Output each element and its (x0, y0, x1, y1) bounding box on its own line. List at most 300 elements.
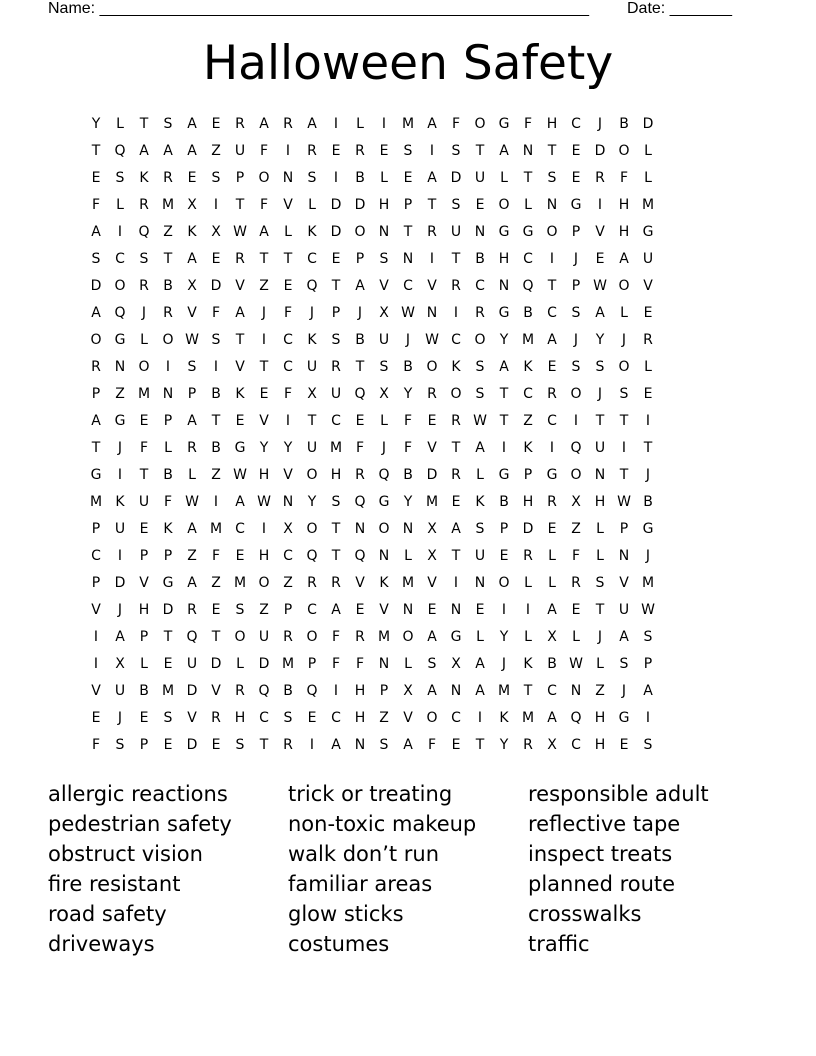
grid-letter: T (331, 278, 341, 294)
grid-letter: L (644, 143, 652, 159)
grid-letter: A (235, 494, 245, 510)
grid-letter: O (546, 224, 558, 240)
grid-letter: U (186, 656, 198, 672)
grid-letter: I (429, 251, 435, 267)
grid-letter: P (499, 521, 509, 537)
grid-letter: H (354, 710, 366, 726)
word-list-item: planned route (528, 872, 676, 896)
grid-letter: L (596, 521, 604, 537)
grid-letter: Q (522, 278, 534, 294)
grid-letter: E (235, 413, 245, 429)
grid-letter: P (571, 278, 581, 294)
grid-letter: X (379, 386, 389, 402)
grid-letter: X (403, 683, 413, 699)
grid-letter: E (163, 656, 173, 672)
grid-letter: L (356, 116, 364, 132)
grid-letter: Z (523, 413, 533, 429)
grid-letter: P (331, 305, 341, 321)
grid-letter: J (261, 305, 267, 321)
grid-letter: E (139, 521, 149, 537)
grid-letter: X (547, 629, 557, 645)
grid-letter: T (547, 143, 557, 159)
grid-letter: T (475, 143, 485, 159)
grid-letter: Z (211, 143, 221, 159)
grid-letter: O (306, 629, 318, 645)
grid-letter: N (474, 224, 486, 240)
grid-letter: R (163, 305, 173, 321)
grid-row (84, 678, 732, 705)
grid-letter: M (89, 494, 103, 510)
grid-letter: A (619, 629, 629, 645)
grid-letter: L (188, 467, 196, 483)
grid-letter: A (331, 737, 341, 753)
grid-letter: J (597, 629, 603, 645)
grid-letter: T (307, 413, 317, 429)
grid-letter: N (378, 548, 390, 564)
grid-letter: T (451, 251, 461, 267)
grid-letter: P (355, 251, 365, 267)
grid-letter: Q (114, 305, 126, 321)
word-list-item: traffic (528, 932, 590, 956)
grid-letter: E (643, 305, 653, 321)
grid-letter: C (283, 332, 293, 348)
grid-letter: N (498, 278, 510, 294)
grid-letter: B (163, 278, 173, 294)
word-list-item: glow sticks (288, 902, 404, 926)
grid-letter: I (285, 143, 291, 159)
grid-letter: P (403, 197, 413, 213)
grid-letter: H (522, 494, 534, 510)
grid-letter: R (139, 278, 149, 294)
grid-letter: U (378, 332, 390, 348)
grid-letter: H (618, 224, 630, 240)
grid-letter: K (235, 386, 245, 402)
grid-letter: O (402, 629, 414, 645)
grid-letter: M (209, 521, 223, 537)
grid-letter: K (307, 332, 317, 348)
grid-letter: S (163, 116, 173, 132)
grid-letter: X (115, 656, 125, 672)
grid-row (84, 111, 732, 138)
grid-letter: L (524, 629, 532, 645)
grid-letter: F (355, 656, 365, 672)
grid-letter: V (139, 575, 149, 591)
grid-letter: L (164, 440, 172, 456)
grid-letter: V (643, 278, 653, 294)
grid-letter: X (571, 494, 581, 510)
grid-letter: I (165, 359, 171, 375)
grid-letter: E (619, 737, 629, 753)
grid-letter: V (283, 467, 293, 483)
grid-letter: O (426, 710, 438, 726)
grid-letter: O (618, 278, 630, 294)
grid-letter: R (451, 413, 461, 429)
grid-letter: A (115, 629, 125, 645)
grid-letter: L (524, 197, 532, 213)
grid-letter: V (355, 575, 365, 591)
grid-letter: K (307, 224, 317, 240)
grid-letter: Q (570, 710, 582, 726)
grid-letter: S (595, 359, 605, 375)
grid-letter: Y (499, 737, 509, 753)
grid-letter: R (547, 494, 557, 510)
grid-letter: P (91, 575, 101, 591)
grid-letter: R (187, 440, 197, 456)
grid-letter: Q (570, 440, 582, 456)
grid-letter: T (523, 170, 533, 186)
grid-letter: R (427, 224, 437, 240)
grid-letter: O (474, 332, 486, 348)
grid-letter: L (548, 548, 556, 564)
grid-letter: X (307, 386, 317, 402)
grid-letter: A (619, 251, 629, 267)
grid-letter: X (283, 521, 293, 537)
grid-letter: F (259, 143, 269, 159)
grid-letter: A (91, 413, 101, 429)
grid-letter: T (139, 467, 149, 483)
grid-letter: O (498, 575, 510, 591)
grid-letter: O (138, 359, 150, 375)
grid-letter: R (427, 386, 437, 402)
grid-letter: N (402, 251, 414, 267)
grid-letter: M (377, 629, 391, 645)
grid-letter: X (547, 737, 557, 753)
grid-letter: F (331, 656, 341, 672)
grid-letter: U (138, 494, 150, 510)
grid-letter: S (211, 170, 221, 186)
grid-letter: T (91, 143, 101, 159)
grid-letter: V (427, 440, 437, 456)
grid-letter: I (213, 359, 219, 375)
grid-letter: R (307, 575, 317, 591)
grid-letter: E (643, 386, 653, 402)
grid-letter: S (115, 170, 125, 186)
grid-row (84, 732, 732, 759)
grid-letter: H (138, 602, 150, 618)
grid-letter: L (476, 467, 484, 483)
grid-letter: F (619, 170, 629, 186)
word-list-item: inspect treats (528, 842, 673, 866)
grid-letter: C (571, 116, 581, 132)
grid-letter: U (234, 143, 246, 159)
grid-letter: B (619, 116, 629, 132)
grid-letter: U (594, 440, 606, 456)
grid-letter: S (427, 656, 437, 672)
grid-letter: O (378, 521, 390, 537)
grid-letter: E (211, 251, 221, 267)
grid-letter: R (355, 629, 365, 645)
grid-letter: A (163, 143, 173, 159)
grid-letter: J (597, 116, 603, 132)
grid-letter: W (425, 332, 439, 348)
grid-letter: I (525, 602, 531, 618)
grid-letter: W (233, 224, 247, 240)
grid-letter: I (429, 143, 435, 159)
grid-letter: J (621, 332, 627, 348)
grid-letter: L (476, 629, 484, 645)
grid-letter: P (619, 521, 629, 537)
grid-letter: Q (258, 683, 270, 699)
grid-letter: T (235, 197, 245, 213)
grid-letter: R (523, 548, 533, 564)
grid-row (84, 624, 732, 651)
grid-letter: V (427, 575, 437, 591)
grid-letter: S (235, 602, 245, 618)
grid-letter: D (330, 197, 342, 213)
grid-letter: A (259, 224, 269, 240)
grid-letter: D (186, 737, 198, 753)
grid-letter: V (187, 305, 197, 321)
grid-letter: T (235, 332, 245, 348)
grid-letter: J (621, 683, 627, 699)
grid-letter: A (547, 332, 557, 348)
grid-letter: L (404, 656, 412, 672)
grid-letter: R (187, 602, 197, 618)
grid-letter: R (331, 359, 341, 375)
grid-letter: O (618, 143, 630, 159)
grid-letter: B (643, 494, 653, 510)
grid-letter: A (187, 413, 197, 429)
grid-letter: E (571, 170, 581, 186)
grid-letter: B (547, 656, 557, 672)
grid-letter: W (641, 602, 655, 618)
grid-row (84, 273, 732, 300)
grid-letter: A (547, 602, 557, 618)
grid-letter: P (91, 386, 101, 402)
grid-letter: W (401, 305, 415, 321)
grid-letter: C (283, 359, 293, 375)
grid-letter: N (282, 494, 294, 510)
grid-letter: Y (595, 332, 605, 348)
grid-letter: N (522, 143, 534, 159)
grid-letter: F (211, 548, 221, 564)
grid-letter: H (378, 197, 390, 213)
grid-letter: N (450, 602, 462, 618)
grid-letter: Q (138, 224, 150, 240)
grid-row (84, 516, 732, 543)
grid-letter: R (235, 251, 245, 267)
grid-letter: F (283, 386, 293, 402)
grid-letter: A (475, 683, 485, 699)
page-title: Halloween Safety (202, 36, 614, 91)
word-list-item: reflective tape (528, 812, 681, 836)
grid-row (84, 300, 732, 327)
grid-letter: B (139, 683, 149, 699)
grid-letter: B (355, 332, 365, 348)
grid-letter: K (379, 575, 389, 591)
grid-letter: J (405, 332, 411, 348)
grid-letter: U (306, 440, 318, 456)
grid-letter: X (451, 656, 461, 672)
grid-letter: E (451, 737, 461, 753)
grid-letter: C (91, 548, 101, 564)
grid-letter: N (378, 656, 390, 672)
grid-letter: G (90, 467, 102, 483)
grid-letter: Y (403, 494, 413, 510)
grid-letter: N (354, 521, 366, 537)
grid-letter: S (475, 359, 485, 375)
grid-letter: V (619, 575, 629, 591)
grid-letter: B (211, 440, 221, 456)
grid-letter: U (114, 521, 126, 537)
grid-letter: J (501, 656, 507, 672)
grid-letter: L (140, 656, 148, 672)
grid-letter: F (139, 440, 149, 456)
grid-letter: F (427, 737, 437, 753)
grid-letter: G (546, 467, 558, 483)
grid-letter: U (474, 548, 486, 564)
grid-letter: T (547, 278, 557, 294)
grid-letter: A (187, 521, 197, 537)
grid-letter: V (187, 710, 197, 726)
grid-letter: G (234, 440, 246, 456)
grid-letter: Q (354, 548, 366, 564)
grid-row (84, 597, 732, 624)
grid-letter: R (451, 467, 461, 483)
grid-letter: N (570, 683, 582, 699)
grid-row (84, 408, 732, 435)
grid-letter: C (475, 278, 485, 294)
grid-letter: I (549, 440, 555, 456)
grid-letter: Q (378, 467, 390, 483)
grid-row (84, 705, 732, 732)
grid-letter: Q (306, 278, 318, 294)
grid-letter: J (117, 440, 123, 456)
grid-letter: H (618, 197, 630, 213)
grid-letter: K (475, 494, 485, 510)
grid-letter: R (331, 575, 341, 591)
grid-letter: N (162, 386, 174, 402)
grid-letter: T (451, 548, 461, 564)
grid-row (84, 489, 732, 516)
grid-letter: E (331, 251, 341, 267)
grid-letter: A (91, 224, 101, 240)
grid-letter: I (645, 710, 651, 726)
grid-letter: I (93, 656, 99, 672)
grid-letter: S (571, 305, 581, 321)
grid-letter: S (475, 386, 485, 402)
grid-letter: V (259, 413, 269, 429)
grid-letter: Y (403, 386, 413, 402)
grid-letter: Q (354, 386, 366, 402)
grid-letter: X (211, 224, 221, 240)
grid-letter: O (306, 521, 318, 537)
grid-letter: S (163, 710, 173, 726)
grid-letter: Q (306, 683, 318, 699)
grid-letter: S (115, 737, 125, 753)
grid-letter: E (331, 143, 341, 159)
grid-letter: E (187, 170, 197, 186)
grid-letter: X (427, 521, 437, 537)
grid-letter: H (594, 494, 606, 510)
grid-letter: N (114, 359, 126, 375)
grid-letter: A (355, 278, 365, 294)
grid-letter: Z (259, 278, 269, 294)
grid-letter: Q (354, 494, 366, 510)
grid-letter: H (594, 710, 606, 726)
grid-letter: D (114, 575, 126, 591)
grid-letter: O (570, 467, 582, 483)
grid-letter: Q (306, 548, 318, 564)
grid-row (84, 192, 732, 219)
word-list-item: familiar areas (288, 872, 433, 896)
grid-letter: Y (259, 440, 269, 456)
grid-letter: N (618, 548, 630, 564)
word-list-item: road safety (48, 902, 167, 926)
grid-letter: R (355, 143, 365, 159)
grid-letter: L (284, 224, 292, 240)
grid-letter: A (331, 602, 341, 618)
grid-letter: S (379, 737, 389, 753)
grid-letter: L (380, 413, 388, 429)
grid-letter: O (114, 278, 126, 294)
grid-letter: P (643, 656, 653, 672)
grid-letter: M (329, 440, 343, 456)
grid-letter: D (90, 278, 102, 294)
grid-letter: L (380, 170, 388, 186)
grid-letter: L (236, 656, 244, 672)
grid-letter: H (354, 683, 366, 699)
grid-letter: G (522, 224, 534, 240)
grid-letter: F (259, 197, 269, 213)
grid-letter: T (499, 413, 509, 429)
grid-letter: M (641, 197, 655, 213)
grid-letter: A (499, 359, 509, 375)
grid-letter: E (379, 143, 389, 159)
grid-letter: F (283, 305, 293, 321)
word-list-item: trick or treating (288, 782, 453, 806)
word-list-item: non-toxic makeup (288, 812, 477, 836)
grid-letter: N (282, 170, 294, 186)
letter-grid (84, 111, 732, 759)
grid-letter: I (261, 521, 267, 537)
grid-letter: N (402, 521, 414, 537)
grid-letter: H (330, 467, 342, 483)
grid-letter: P (139, 737, 149, 753)
grid-letter: L (116, 197, 124, 213)
grid-letter: G (498, 116, 510, 132)
grid-letter: E (427, 602, 437, 618)
grid-letter: N (546, 197, 558, 213)
grid-letter: I (549, 251, 555, 267)
grid-letter: T (595, 413, 605, 429)
grid-letter: S (619, 386, 629, 402)
grid-letter: E (235, 548, 245, 564)
grid-letter: C (547, 413, 557, 429)
grid-letter: J (141, 305, 147, 321)
grid-letter: R (211, 710, 221, 726)
grid-letter: J (573, 251, 579, 267)
grid-row (84, 570, 732, 597)
grid-letter: J (117, 602, 123, 618)
grid-letter: G (450, 629, 462, 645)
grid-letter: L (500, 170, 508, 186)
grid-letter: J (597, 386, 603, 402)
grid-letter: S (451, 197, 461, 213)
grid-letter: T (451, 440, 461, 456)
grid-letter: O (162, 332, 174, 348)
grid-letter: T (163, 629, 173, 645)
grid-letter: Z (283, 575, 293, 591)
grid-letter: U (474, 170, 486, 186)
grid-letter: W (185, 332, 199, 348)
grid-letter: E (571, 602, 581, 618)
grid-letter: T (331, 521, 341, 537)
grid-letter: R (523, 737, 533, 753)
grid-letter: Z (211, 575, 221, 591)
grid-letter: D (210, 278, 222, 294)
grid-letter: A (547, 710, 557, 726)
